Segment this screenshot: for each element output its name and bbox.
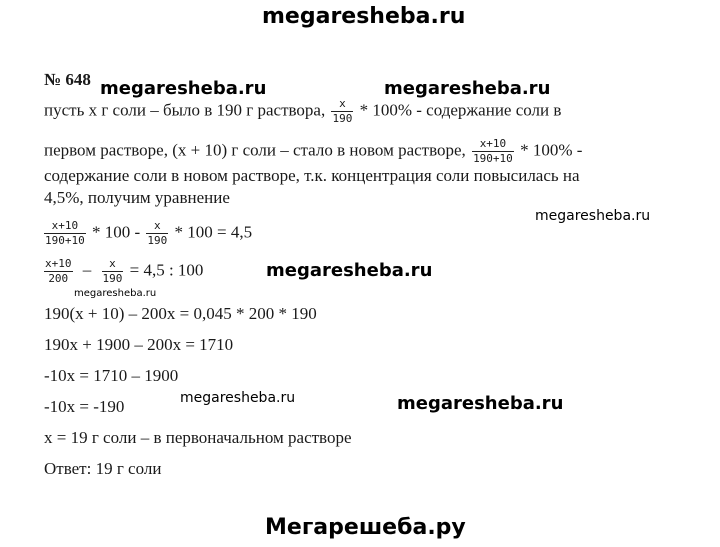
- line1-text-a: пусть х г соли – было в 190 г раствора,: [44, 100, 326, 120]
- text-line-2: [44, 138, 582, 165]
- equation-1-mid: * 100 -: [92, 222, 141, 242]
- fraction: [44, 258, 73, 285]
- fraction-numerator: x: [102, 258, 124, 272]
- watermark: megaresheba.ru: [74, 288, 157, 299]
- equation-2-end: = 4,5 : 100: [129, 260, 204, 280]
- line2-text-b: * 100% -: [520, 140, 583, 160]
- watermark: megaresheba.ru: [180, 390, 296, 406]
- watermark: megaresheba.ru: [384, 78, 551, 99]
- equation-2-mid: –: [82, 260, 92, 280]
- fraction-denominator: 190: [102, 272, 123, 285]
- text-line-1: [44, 98, 561, 125]
- fraction: [44, 220, 86, 247]
- fraction-denominator: 190: [147, 234, 168, 247]
- equation-1-end: * 100 = 4,5: [174, 222, 253, 242]
- equation-1: [42, 220, 252, 247]
- equation-3: 190(х + 10) – 200х = 0,045 * 200 * 190: [44, 304, 317, 323]
- result-line: х = 19 г соли – в первоначальном растворе: [44, 428, 352, 447]
- equation-5: -10х = 1710 – 1900: [44, 366, 179, 385]
- watermark: megaresheba.ru: [100, 78, 267, 99]
- watermark: megaresheba.ru: [266, 260, 433, 281]
- fraction-denominator: 200: [48, 272, 69, 285]
- answer-line: Ответ: 19 г соли: [44, 459, 162, 478]
- fraction-numerator: x: [331, 98, 353, 112]
- fraction-denominator: 190: [332, 112, 353, 125]
- equation-4: 190х + 1900 – 200х = 1710: [44, 335, 234, 354]
- line1-text-b: * 100% - содержание соли в: [359, 100, 562, 120]
- text-line-4: 4,5%, получим уравнение: [44, 188, 230, 207]
- line2-text-a: первом растворе, (х + 10) г соли – стало в новом растворе,: [44, 140, 466, 160]
- fraction-numerator: x+10: [45, 257, 72, 270]
- fraction-numerator: x+10: [44, 220, 86, 234]
- fraction-denominator: 190+10: [473, 152, 513, 165]
- text-line-3: содержание соли в новом растворе, т.к. концентрация соли повысилась на: [44, 166, 580, 185]
- header-site-name: megaresheba.ru: [262, 4, 466, 29]
- task-number: № 648: [44, 70, 91, 89]
- fraction: [102, 258, 124, 285]
- fraction-denominator: 190+10: [45, 234, 85, 247]
- fraction: [146, 220, 168, 247]
- fraction-numerator: x: [146, 220, 168, 234]
- watermark: megaresheba.ru: [397, 393, 564, 414]
- watermark: megaresheba.ru: [535, 208, 651, 224]
- equation-2: [42, 258, 203, 285]
- fraction-x-over-190: [331, 98, 353, 125]
- fraction-x10-over-200: [472, 138, 514, 165]
- equation-6: -10х = -190: [44, 397, 125, 416]
- footer-site-name: Мегарешеба.ру: [265, 515, 466, 540]
- fraction-numerator: x+10: [472, 138, 514, 152]
